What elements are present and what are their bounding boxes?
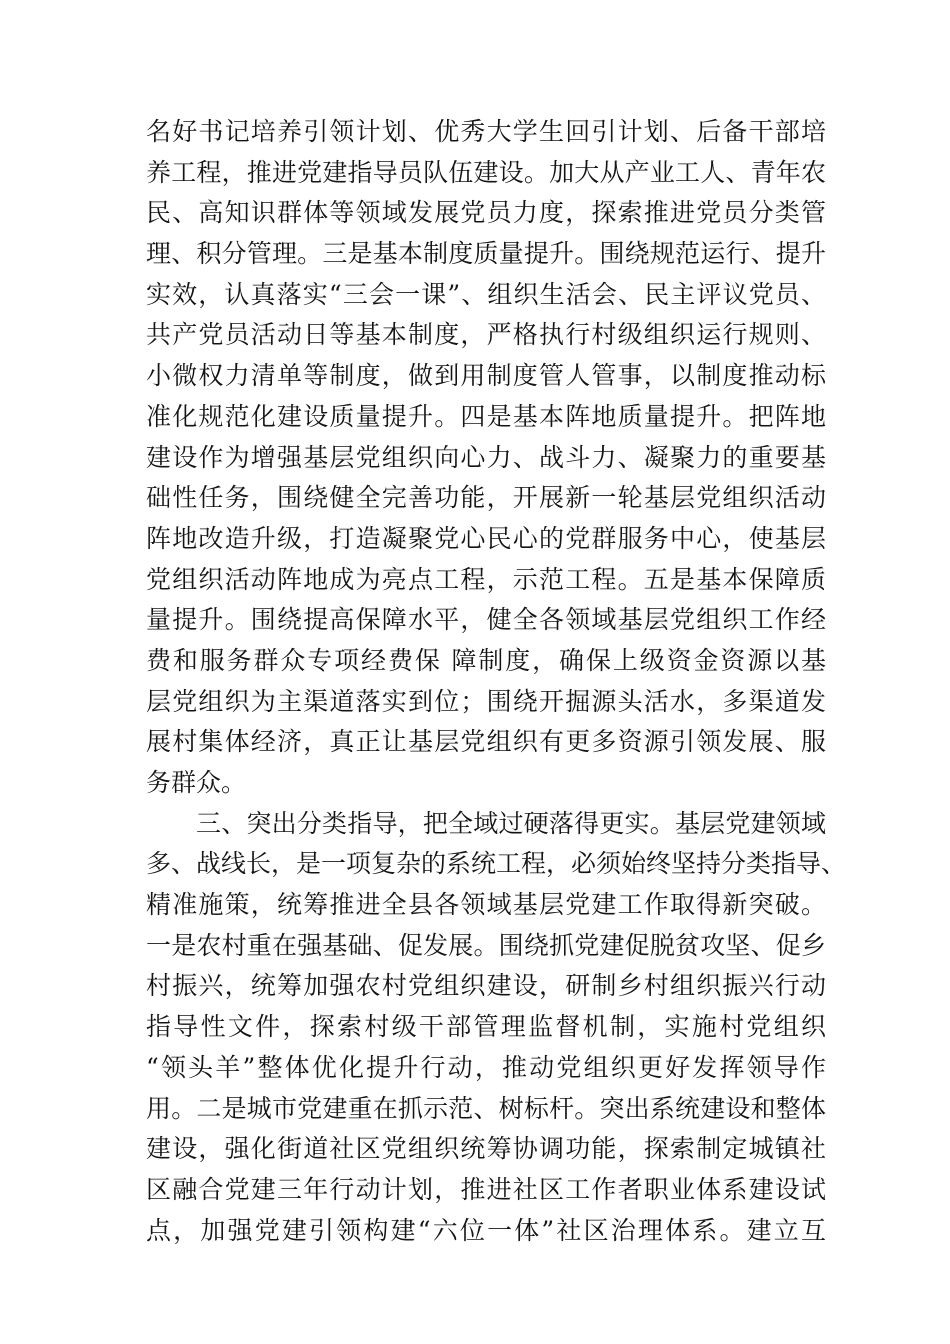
text-line: 量提升。围绕提高保障水平，健全各领域基层党组织工作经 — [146, 605, 826, 635]
text-line: 展村集体经济，真正让基层党组织有更多资源引领发展、服 — [146, 727, 826, 757]
text-line: 一是农村重在强基础、促发展。围绕抓党建促脱贫攻坚、促乡 — [146, 930, 826, 960]
paragraph-end-line: 务群众。 — [146, 768, 247, 797]
text-line: 名好书记培养引领计划、优秀大学生回引计划、后备干部培 — [146, 117, 826, 146]
text-line: 指导性文件，探索村级干部管理监督机制，实施村党组织 — [146, 1012, 826, 1042]
text-line: 村振兴，统筹加强农村党组织建设，研制乡村组织振兴行动 — [146, 971, 826, 1001]
text-line: “领头羊”整体优化提升行动，推动党组织更好发挥领导作 — [146, 1052, 826, 1082]
text-line: 区融合党建三年行动计划，推进社区工作者职业体系建设试 — [146, 1174, 826, 1204]
text-line: 民、高知识群体等领域发展党员力度，探索推进党员分类管 — [146, 198, 826, 228]
section-heading-line: 三、突出分类指导，把全域过硬落得更实。基层党建领域 — [196, 808, 826, 838]
body-text — [146, 112, 847, 1251]
text-line: 准化规范化建设质量提升。四是基本阵地质量提升。把阵地 — [146, 401, 826, 431]
text-line: 层党组织为主渠道落实到位；围绕开掘源头活水，多渠道发 — [146, 686, 826, 716]
text-line: 多、战线长，是一项复杂的系统工程，必须始终坚持分类指导、 — [146, 849, 847, 879]
text-line: 小微权力清单等制度，做到用制度管人管事，以制度推动标 — [146, 361, 826, 391]
text-line: 实效，认真落实“三会一课”、组织生活会、民主评议党员、 — [146, 279, 826, 309]
text-line: 共产党员活动日等基本制度，严格执行村级组织运行规则、 — [146, 320, 826, 350]
text-line: 理、积分管理。三是基本制度质量提升。围绕规范运行、提升 — [146, 239, 826, 269]
text-line: 费和服务群众专项经费保 障制度，确保上级资金资源以基 — [146, 645, 826, 675]
text-line: 阵地改造升级，打造凝聚党心民心的党群服务中心，使基层 — [146, 523, 826, 553]
text-line: 用。二是城市党建重在抓示范、树标杆。突出系统建设和整体 — [146, 1093, 826, 1123]
text-line: 建设，强化街道社区党组织统筹协调功能，探索制定城镇社 — [146, 1134, 826, 1164]
text-line: 养工程，推进党建指导员队伍建设。加大从产业工人、青年农 — [146, 157, 826, 187]
text-line: 党组织活动阵地成为亮点工程，示范工程。五是基本保障质 — [146, 564, 826, 594]
text-line: 础性任务，围绕健全完善功能，开展新一轮基层党组织活动 — [146, 483, 826, 513]
text-line: 建设作为增强基层党组织向心力、战斗力、凝聚力的重要基 — [146, 442, 826, 472]
text-line: 点，加强党建引领构建“六位一体”社区治理体系。建立互 — [146, 1215, 826, 1245]
text-line: 精准施策，统筹推进全县各领域基层党建工作取得新突破。 — [146, 890, 826, 920]
